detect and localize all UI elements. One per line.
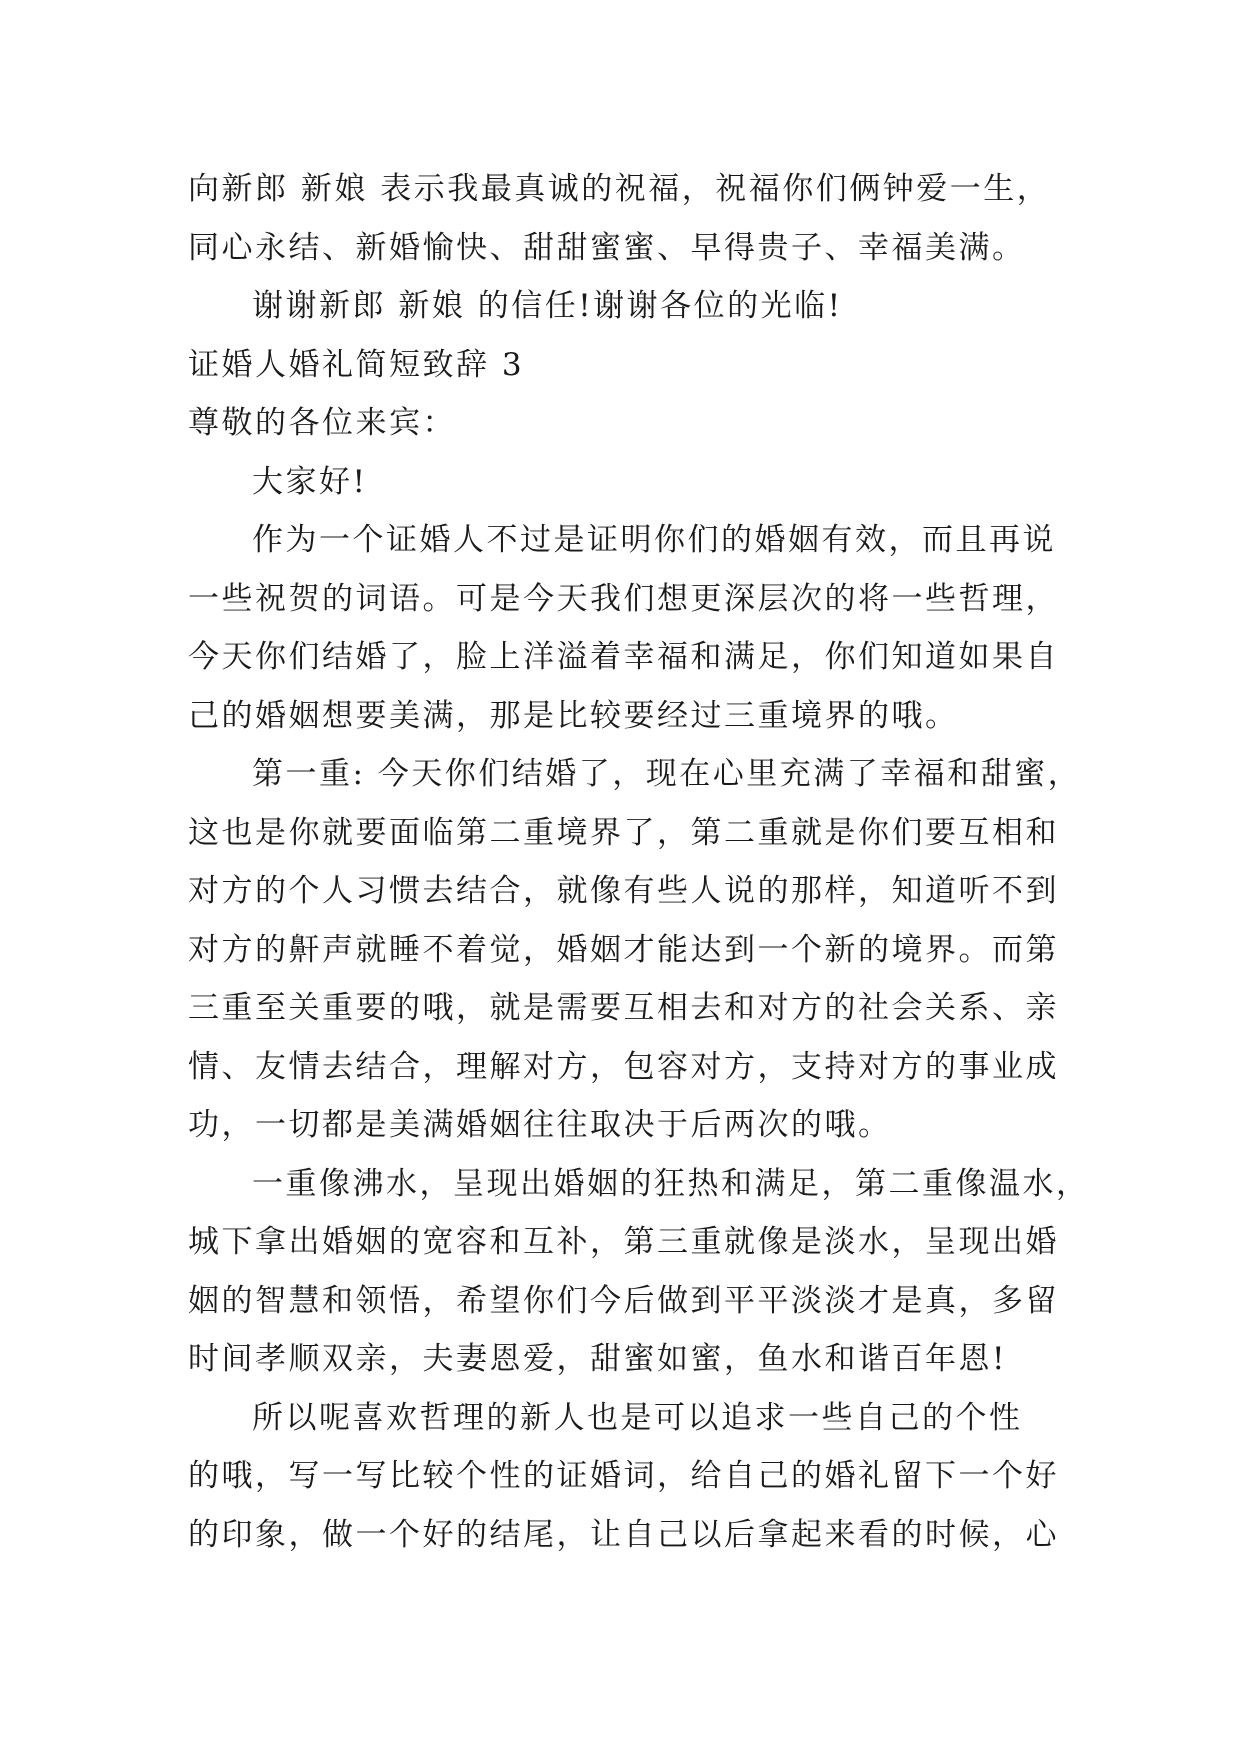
text-line: 的哦，写一写比较个性的证婚词，给自己的婚礼留下一个好 [188, 1458, 1059, 1494]
text-line: 功，一切都是美满婚姻往往取决于后两次的哦。 [188, 1107, 892, 1143]
text-line: 城下拿出婚姻的宽容和互补，第三重就像是淡水，呈现出婚 [188, 1224, 1059, 1260]
text-line: 情、友情去结合，理解对方，包容对方，支持对方的事业成 [188, 1048, 1059, 1085]
text-line: 谢谢新郎 新娘 的信任!谢谢各位的光临! [252, 288, 843, 324]
text-line: 作为一个证婚人不过是证明你们的婚姻有效，而且再说 [252, 522, 1056, 558]
section-heading: 证婚人婚礼简短致辞 3 [188, 346, 525, 383]
text-line: 这也是你就要面临第二重境界了，第二重就是你们要互相和 [188, 814, 1059, 851]
document-body [188, 160, 1090, 1564]
text-line: 同心永结、新婚愉快、甜甜蜜蜜、早得贵子、幸福美满。 [188, 229, 1026, 266]
text-line: 三重至关重要的哦，就是需要互相去和对方的社会关系、亲 [188, 990, 1059, 1026]
text-line: 今天你们结婚了，脸上洋溢着幸福和满足，你们知道如果自 [188, 639, 1059, 675]
text-line: 己的婚姻想要美满，那是比较要经过三重境界的哦。 [188, 697, 959, 734]
text-line: 一重像沸水，呈现出婚姻的狂热和满足，第二重像温水， [252, 1165, 1090, 1202]
text-line: 向新郎 新娘 表示我最真诚的祝福，祝福你们俩钟爱一生， [188, 171, 1051, 207]
text-line: 姻的智慧和领悟，希望你们今后做到平平淡淡才是真，多留 [188, 1282, 1059, 1319]
text-line: 第一重: 今天你们结婚了，现在心里充满了幸福和甜蜜， [252, 756, 1082, 792]
text-line: 对方的个人习惯去结合，就像有些人说的那样，知道听不到 [188, 873, 1059, 909]
text-line: 时间孝顺双亲，夫妻恩爱，甜蜜如蜜，鱼水和谐百年恩! [188, 1341, 1007, 1377]
text-line: 的印象，做一个好的结尾，让自己以后拿起来看的时候，心 [188, 1516, 1059, 1553]
text-line: 一些祝贺的词语。可是今天我们想更深层次的将一些哲理， [188, 580, 1059, 617]
salutation: 尊敬的各位来宾： [188, 405, 456, 441]
greeting: 大家好! [252, 463, 368, 500]
text-line: 对方的鼾声就睡不着觉，婚姻才能达到一个新的境界。而第 [188, 931, 1059, 968]
text-line: 所以呢喜欢哲理的新人也是可以追求一些自己的个性 [252, 1399, 1023, 1436]
